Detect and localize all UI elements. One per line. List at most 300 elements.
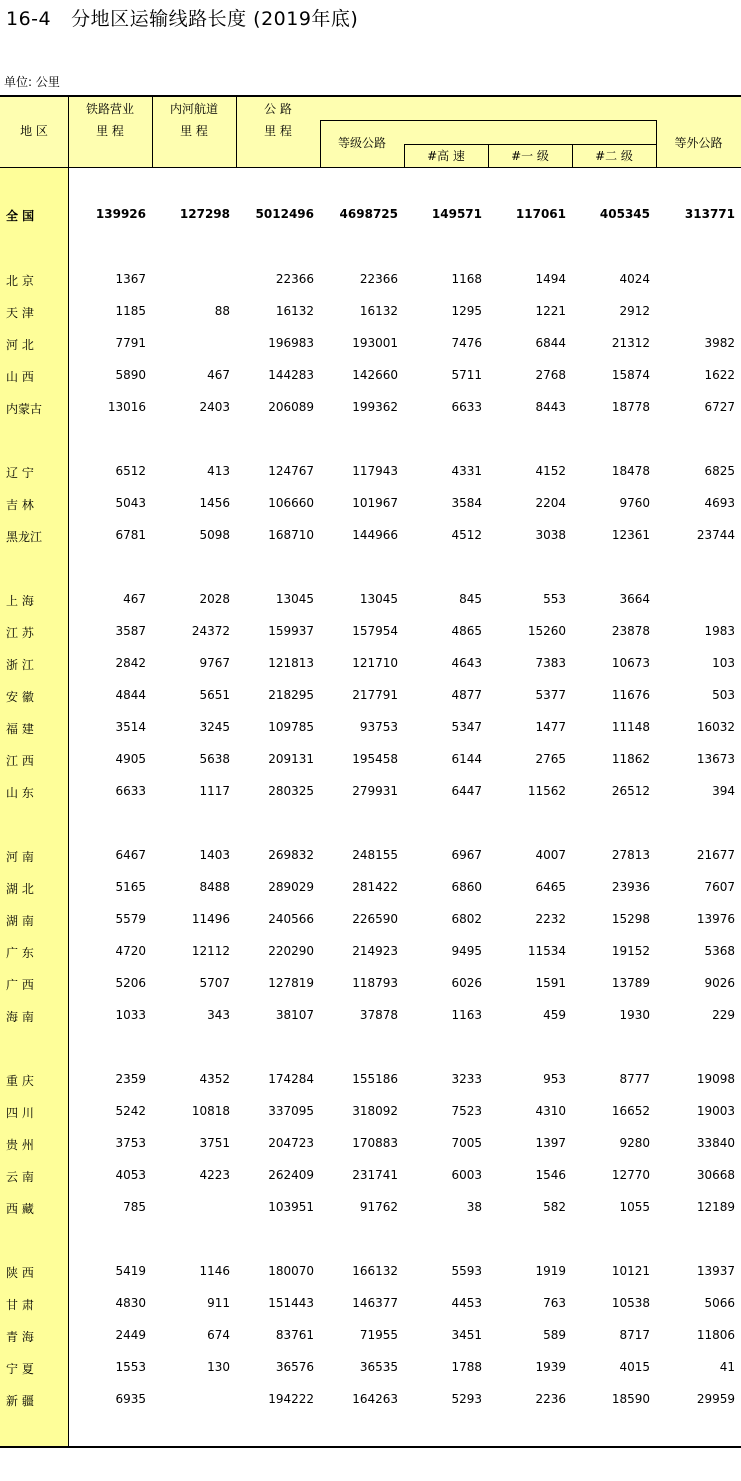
region-name: 内蒙古 (6, 402, 43, 416)
cell-railway: 4053 (115, 1168, 146, 1182)
cell-waterway: 127298 (179, 207, 230, 221)
cell-railway: 5043 (115, 496, 146, 510)
cell-railway: 6781 (115, 528, 146, 542)
cell-railway: 4905 (115, 752, 146, 766)
cell-waterway: 5638 (199, 752, 230, 766)
cell-graded: 36535 (359, 1360, 398, 1374)
cell-ungraded: 3982 (704, 336, 735, 350)
cell-class2: 18778 (611, 400, 650, 414)
cell-expressway: 1163 (451, 1008, 482, 1022)
cell-waterway: 24372 (191, 624, 230, 638)
cell-class1: 1477 (535, 720, 566, 734)
cell-waterway: 911 (207, 1296, 230, 1310)
cell-class1: 459 (543, 1008, 566, 1022)
cell-graded: 170883 (352, 1136, 398, 1150)
cell-railway: 4844 (115, 688, 146, 702)
cell-expressway: 6633 (451, 400, 482, 414)
cell-railway: 3587 (115, 624, 146, 638)
region-name: 湖 南 (6, 914, 34, 928)
region-name: 广 西 (6, 978, 34, 992)
cell-class2: 15298 (611, 912, 650, 926)
cell-class1: 953 (543, 1072, 566, 1086)
cell-railway: 6633 (115, 784, 146, 798)
cell-highway: 289029 (268, 880, 314, 894)
cell-class1: 6844 (535, 336, 566, 350)
cell-class2: 13789 (611, 976, 650, 990)
region-name: 吉 林 (6, 498, 34, 512)
header-region: 地 区 (20, 124, 48, 138)
header-highway-line1: 公 路 (264, 102, 292, 116)
cell-expressway: 4865 (451, 624, 482, 638)
cell-class1: 3038 (535, 528, 566, 542)
cell-graded: 195458 (352, 752, 398, 766)
cell-ungraded: 13976 (696, 912, 735, 926)
region-name: 甘 肃 (6, 1298, 34, 1312)
cell-graded: 121710 (352, 656, 398, 670)
cell-waterway: 1146 (199, 1264, 230, 1278)
cell-ungraded: 13673 (696, 752, 735, 766)
table-row (0, 1352, 741, 1384)
cell-class2: 23936 (611, 880, 650, 894)
cell-expressway: 5711 (451, 368, 482, 382)
cell-railway: 13016 (107, 400, 146, 414)
cell-class1: 8443 (535, 400, 566, 414)
cell-class1: 763 (543, 1296, 566, 1310)
cell-railway: 5165 (115, 880, 146, 894)
cell-class2: 4015 (619, 1360, 650, 1374)
cell-expressway: 5293 (451, 1392, 482, 1406)
cell-graded: 118793 (352, 976, 398, 990)
cell-expressway: 4643 (451, 656, 482, 670)
table-top-border (0, 95, 741, 97)
cell-class2: 12361 (611, 528, 650, 542)
cell-expressway: 9495 (451, 944, 482, 958)
header-graded: 等级公路 (337, 136, 386, 150)
table-row (0, 776, 741, 808)
cell-ungraded: 16032 (696, 720, 735, 734)
cell-graded: 13045 (359, 592, 398, 606)
cell-railway: 5419 (115, 1264, 146, 1278)
cell-class1: 2768 (535, 368, 566, 382)
cell-class2: 27813 (611, 848, 650, 862)
region-name: 辽 宁 (6, 466, 34, 480)
cell-graded: 101967 (352, 496, 398, 510)
cell-class1: 4310 (535, 1104, 566, 1118)
cell-expressway: 7005 (451, 1136, 482, 1150)
cell-class1: 1591 (535, 976, 566, 990)
header-highway-line2: 里 程 (264, 124, 292, 138)
cell-waterway: 5098 (199, 528, 230, 542)
cell-expressway: 7523 (451, 1104, 482, 1118)
header-railway-line1: 铁路营业 (85, 102, 134, 116)
region-name: 黑龙江 (6, 530, 43, 544)
table-row (0, 392, 741, 424)
cell-ungraded: 29959 (696, 1392, 735, 1406)
cell-waterway: 11496 (191, 912, 230, 926)
cell-highway: 204723 (268, 1136, 314, 1150)
region-name: 重 庆 (6, 1074, 34, 1088)
header-sub-divider (320, 120, 656, 121)
cell-railway: 5242 (115, 1104, 146, 1118)
cell-class2: 11862 (611, 752, 650, 766)
cell-class2: 26512 (611, 784, 650, 798)
cell-class1: 5377 (535, 688, 566, 702)
cell-graded: 226590 (352, 912, 398, 926)
cell-class1: 11534 (527, 944, 566, 958)
cell-railway: 5206 (115, 976, 146, 990)
cell-class2: 8717 (619, 1328, 650, 1342)
cell-class2: 16652 (611, 1104, 650, 1118)
cell-expressway: 38 (466, 1200, 482, 1214)
table-row (0, 584, 741, 616)
header-ungraded: 等外公路 (674, 136, 723, 150)
cell-ungraded: 7607 (704, 880, 735, 894)
cell-class1: 2204 (535, 496, 566, 510)
cell-highway: 36576 (275, 1360, 314, 1374)
cell-waterway: 413 (207, 464, 230, 478)
cell-highway: 103951 (268, 1200, 314, 1214)
cell-class1: 1494 (535, 272, 566, 286)
table-row (0, 872, 741, 904)
header-bottom-border (0, 167, 741, 168)
cell-graded: 91762 (359, 1200, 398, 1214)
region-name: 海 南 (6, 1010, 34, 1024)
cell-class1: 1546 (535, 1168, 566, 1182)
cell-class1: 4007 (535, 848, 566, 862)
table-bottom-border (0, 1446, 741, 1448)
cell-expressway: 4453 (451, 1296, 482, 1310)
cell-waterway: 1403 (199, 848, 230, 862)
region-name: 宁 夏 (6, 1362, 34, 1376)
cell-waterway: 10818 (191, 1104, 230, 1118)
cell-graded: 22366 (359, 272, 398, 286)
cell-expressway: 6860 (451, 880, 482, 894)
cell-waterway: 3245 (199, 720, 230, 734)
cell-highway: 127819 (268, 976, 314, 990)
cell-graded: 155186 (352, 1072, 398, 1086)
cell-graded: 16132 (359, 304, 398, 318)
cell-class2: 11676 (611, 688, 650, 702)
cell-ungraded: 394 (712, 784, 735, 798)
cell-highway: 206089 (268, 400, 314, 414)
cell-railway: 2359 (115, 1072, 146, 1086)
table-row (0, 1288, 741, 1320)
cell-highway: 220290 (268, 944, 314, 958)
cell-graded: 231741 (352, 1168, 398, 1182)
cell-graded: 279931 (352, 784, 398, 798)
region-name: 新 疆 (6, 1394, 34, 1408)
table-row (0, 712, 741, 744)
cell-highway: 124767 (268, 464, 314, 478)
cell-class1: 117061 (515, 207, 566, 221)
table-row (0, 488, 741, 520)
cell-graded: 4698725 (339, 207, 398, 221)
cell-class1: 2236 (535, 1392, 566, 1406)
cell-ungraded: 5368 (704, 944, 735, 958)
region-name: 浙 江 (6, 658, 34, 672)
cell-highway: 209131 (268, 752, 314, 766)
region-name: 江 苏 (6, 626, 34, 640)
cell-highway: 159937 (268, 624, 314, 638)
region-name: 福 建 (6, 722, 34, 736)
cell-railway: 2842 (115, 656, 146, 670)
cell-expressway: 1295 (451, 304, 482, 318)
cell-ungraded: 12189 (696, 1200, 735, 1214)
cell-graded: 144966 (352, 528, 398, 542)
table-title: 分地区运输线路长度 (2019年底) (71, 8, 359, 30)
cell-waterway: 5707 (199, 976, 230, 990)
cell-highway: 144283 (268, 368, 314, 382)
cell-waterway: 9767 (199, 656, 230, 670)
region-name: 山 东 (6, 786, 34, 800)
cell-waterway: 1456 (199, 496, 230, 510)
table-row (0, 199, 741, 231)
cell-graded: 214923 (352, 944, 398, 958)
cell-class1: 11562 (527, 784, 566, 798)
cell-ungraded: 313771 (684, 207, 735, 221)
region-name: 全 国 (6, 209, 35, 223)
cell-highway: 22366 (275, 272, 314, 286)
cell-highway: 151443 (268, 1296, 314, 1310)
cell-waterway: 5651 (199, 688, 230, 702)
table-row (0, 1128, 741, 1160)
cell-class2: 9280 (619, 1136, 650, 1150)
cell-ungraded: 19003 (696, 1104, 735, 1118)
region-name: 广 东 (6, 946, 34, 960)
cell-waterway: 1117 (199, 784, 230, 798)
cell-railway: 1033 (115, 1008, 146, 1022)
cell-class1: 7383 (535, 656, 566, 670)
cell-graded: 166132 (352, 1264, 398, 1278)
cell-highway: 280325 (268, 784, 314, 798)
cell-class1: 4152 (535, 464, 566, 478)
cell-waterway: 8488 (199, 880, 230, 894)
cell-waterway: 467 (207, 368, 230, 382)
cell-highway: 168710 (268, 528, 314, 542)
cell-expressway: 6967 (451, 848, 482, 862)
table-row (0, 1320, 741, 1352)
cell-highway: 240566 (268, 912, 314, 926)
unit-label: 单位: 公里 (4, 75, 60, 89)
cell-railway: 5579 (115, 912, 146, 926)
cell-railway: 6935 (115, 1392, 146, 1406)
cell-ungraded: 503 (712, 688, 735, 702)
cell-railway: 5890 (115, 368, 146, 382)
cell-class2: 19152 (611, 944, 650, 958)
cell-waterway: 3751 (199, 1136, 230, 1150)
table-row (0, 328, 741, 360)
cell-expressway: 6003 (451, 1168, 482, 1182)
cell-highway: 83761 (275, 1328, 314, 1342)
cell-waterway: 12112 (191, 944, 230, 958)
table-row (0, 456, 741, 488)
cell-class2: 4024 (619, 272, 650, 286)
cell-graded: 248155 (352, 848, 398, 862)
cell-expressway: 6447 (451, 784, 482, 798)
cell-graded: 217791 (352, 688, 398, 702)
cell-waterway: 343 (207, 1008, 230, 1022)
cell-expressway: 4512 (451, 528, 482, 542)
region-name: 山 西 (6, 370, 34, 384)
cell-ungraded: 9026 (704, 976, 735, 990)
table-row (0, 520, 741, 552)
cell-expressway: 1788 (451, 1360, 482, 1374)
cell-ungraded: 103 (712, 656, 735, 670)
cell-expressway: 845 (459, 592, 482, 606)
cell-railway: 6512 (115, 464, 146, 478)
cell-expressway: 6026 (451, 976, 482, 990)
cell-expressway: 1168 (451, 272, 482, 286)
table-row (0, 680, 741, 712)
cell-class1: 6465 (535, 880, 566, 894)
cell-ungraded: 1983 (704, 624, 735, 638)
table-row (0, 1192, 741, 1224)
cell-expressway: 5347 (451, 720, 482, 734)
cell-waterway: 4223 (199, 1168, 230, 1182)
cell-class2: 12770 (611, 1168, 650, 1182)
cell-class2: 21312 (611, 336, 650, 350)
cell-class2: 2912 (619, 304, 650, 318)
cell-class1: 553 (543, 592, 566, 606)
cell-highway: 262409 (268, 1168, 314, 1182)
table-row (0, 648, 741, 680)
cell-class2: 10673 (611, 656, 650, 670)
cell-expressway: 6144 (451, 752, 482, 766)
cell-graded: 164263 (352, 1392, 398, 1406)
cell-class1: 582 (543, 1200, 566, 1214)
cell-railway: 2449 (115, 1328, 146, 1342)
cell-waterway: 2403 (199, 400, 230, 414)
cell-class2: 1930 (619, 1008, 650, 1022)
table-row (0, 264, 741, 296)
cell-highway: 269832 (268, 848, 314, 862)
cell-railway: 1367 (115, 272, 146, 286)
cell-railway: 1185 (115, 304, 146, 318)
cell-graded: 157954 (352, 624, 398, 638)
header-waterway-line2: 里 程 (180, 124, 208, 138)
region-name: 河 北 (6, 338, 34, 352)
table-row (0, 616, 741, 648)
cell-ungraded: 1622 (704, 368, 735, 382)
cell-highway: 13045 (275, 592, 314, 606)
cell-highway: 196983 (268, 336, 314, 350)
table-row (0, 904, 741, 936)
table-row (0, 1256, 741, 1288)
cell-graded: 93753 (359, 720, 398, 734)
cell-waterway: 674 (207, 1328, 230, 1342)
cell-class2: 3664 (619, 592, 650, 606)
cell-class1: 2765 (535, 752, 566, 766)
cell-ungraded: 13937 (696, 1264, 735, 1278)
cell-highway: 218295 (268, 688, 314, 702)
cell-highway: 121813 (268, 656, 314, 670)
cell-class2: 1055 (619, 1200, 650, 1214)
cell-expressway: 6802 (451, 912, 482, 926)
cell-railway: 7791 (115, 336, 146, 350)
cell-railway: 467 (123, 592, 146, 606)
cell-railway: 785 (123, 1200, 146, 1214)
cell-graded: 142660 (352, 368, 398, 382)
region-name: 陕 西 (6, 1266, 34, 1280)
region-name: 北 京 (6, 274, 34, 288)
cell-class1: 1397 (535, 1136, 566, 1150)
cell-ungraded: 33840 (696, 1136, 735, 1150)
cell-class2: 15874 (611, 368, 650, 382)
header-class2: #二 级 (595, 149, 633, 163)
cell-graded: 199362 (352, 400, 398, 414)
table-row (0, 296, 741, 328)
region-name: 上 海 (6, 594, 34, 608)
cell-class1: 589 (543, 1328, 566, 1342)
cell-graded: 281422 (352, 880, 398, 894)
table-row (0, 744, 741, 776)
header-railway-line2: 里 程 (96, 124, 124, 138)
cell-ungraded: 6825 (704, 464, 735, 478)
cell-graded: 37878 (359, 1008, 398, 1022)
cell-class2: 18590 (611, 1392, 650, 1406)
region-name: 安 徽 (6, 690, 34, 704)
cell-expressway: 3451 (451, 1328, 482, 1342)
cell-ungraded: 5066 (704, 1296, 735, 1310)
cell-class2: 11148 (611, 720, 650, 734)
cell-class2: 10121 (611, 1264, 650, 1278)
cell-waterway: 130 (207, 1360, 230, 1374)
cell-expressway: 4331 (451, 464, 482, 478)
cell-class2: 8777 (619, 1072, 650, 1086)
table-row (0, 360, 741, 392)
cell-graded: 71955 (359, 1328, 398, 1342)
cell-highway: 109785 (268, 720, 314, 734)
cell-waterway: 4352 (199, 1072, 230, 1086)
cell-class1: 1919 (535, 1264, 566, 1278)
table-row (0, 1160, 741, 1192)
cell-class1: 1939 (535, 1360, 566, 1374)
cell-highway: 194222 (268, 1392, 314, 1406)
region-name: 湖 北 (6, 882, 34, 896)
cell-railway: 6467 (115, 848, 146, 862)
header-class1: #一 级 (511, 149, 549, 163)
cell-railway: 4720 (115, 944, 146, 958)
cell-highway: 337095 (268, 1104, 314, 1118)
cell-highway: 106660 (268, 496, 314, 510)
cell-expressway: 3584 (451, 496, 482, 510)
cell-ungraded: 30668 (696, 1168, 735, 1182)
region-name: 云 南 (6, 1170, 34, 1184)
region-name: 四 川 (6, 1106, 34, 1120)
cell-ungraded: 19098 (696, 1072, 735, 1086)
cell-class2: 23878 (611, 624, 650, 638)
cell-highway: 5012496 (255, 207, 314, 221)
table-row (0, 936, 741, 968)
table-row (0, 840, 741, 872)
table-number: 16-4 (6, 8, 52, 30)
cell-class1: 15260 (527, 624, 566, 638)
cell-class1: 1221 (535, 304, 566, 318)
table-row (0, 1384, 741, 1416)
cell-ungraded: 229 (712, 1008, 735, 1022)
region-name: 贵 州 (6, 1138, 34, 1152)
cell-expressway: 7476 (451, 336, 482, 350)
cell-graded: 146377 (352, 1296, 398, 1310)
cell-railway: 3753 (115, 1136, 146, 1150)
header-expressway: #高 速 (427, 149, 465, 163)
cell-railway: 4830 (115, 1296, 146, 1310)
cell-class2: 18478 (611, 464, 650, 478)
cell-expressway: 5593 (451, 1264, 482, 1278)
table-row (0, 1096, 741, 1128)
table-row (0, 1000, 741, 1032)
region-name: 青 海 (6, 1330, 34, 1344)
